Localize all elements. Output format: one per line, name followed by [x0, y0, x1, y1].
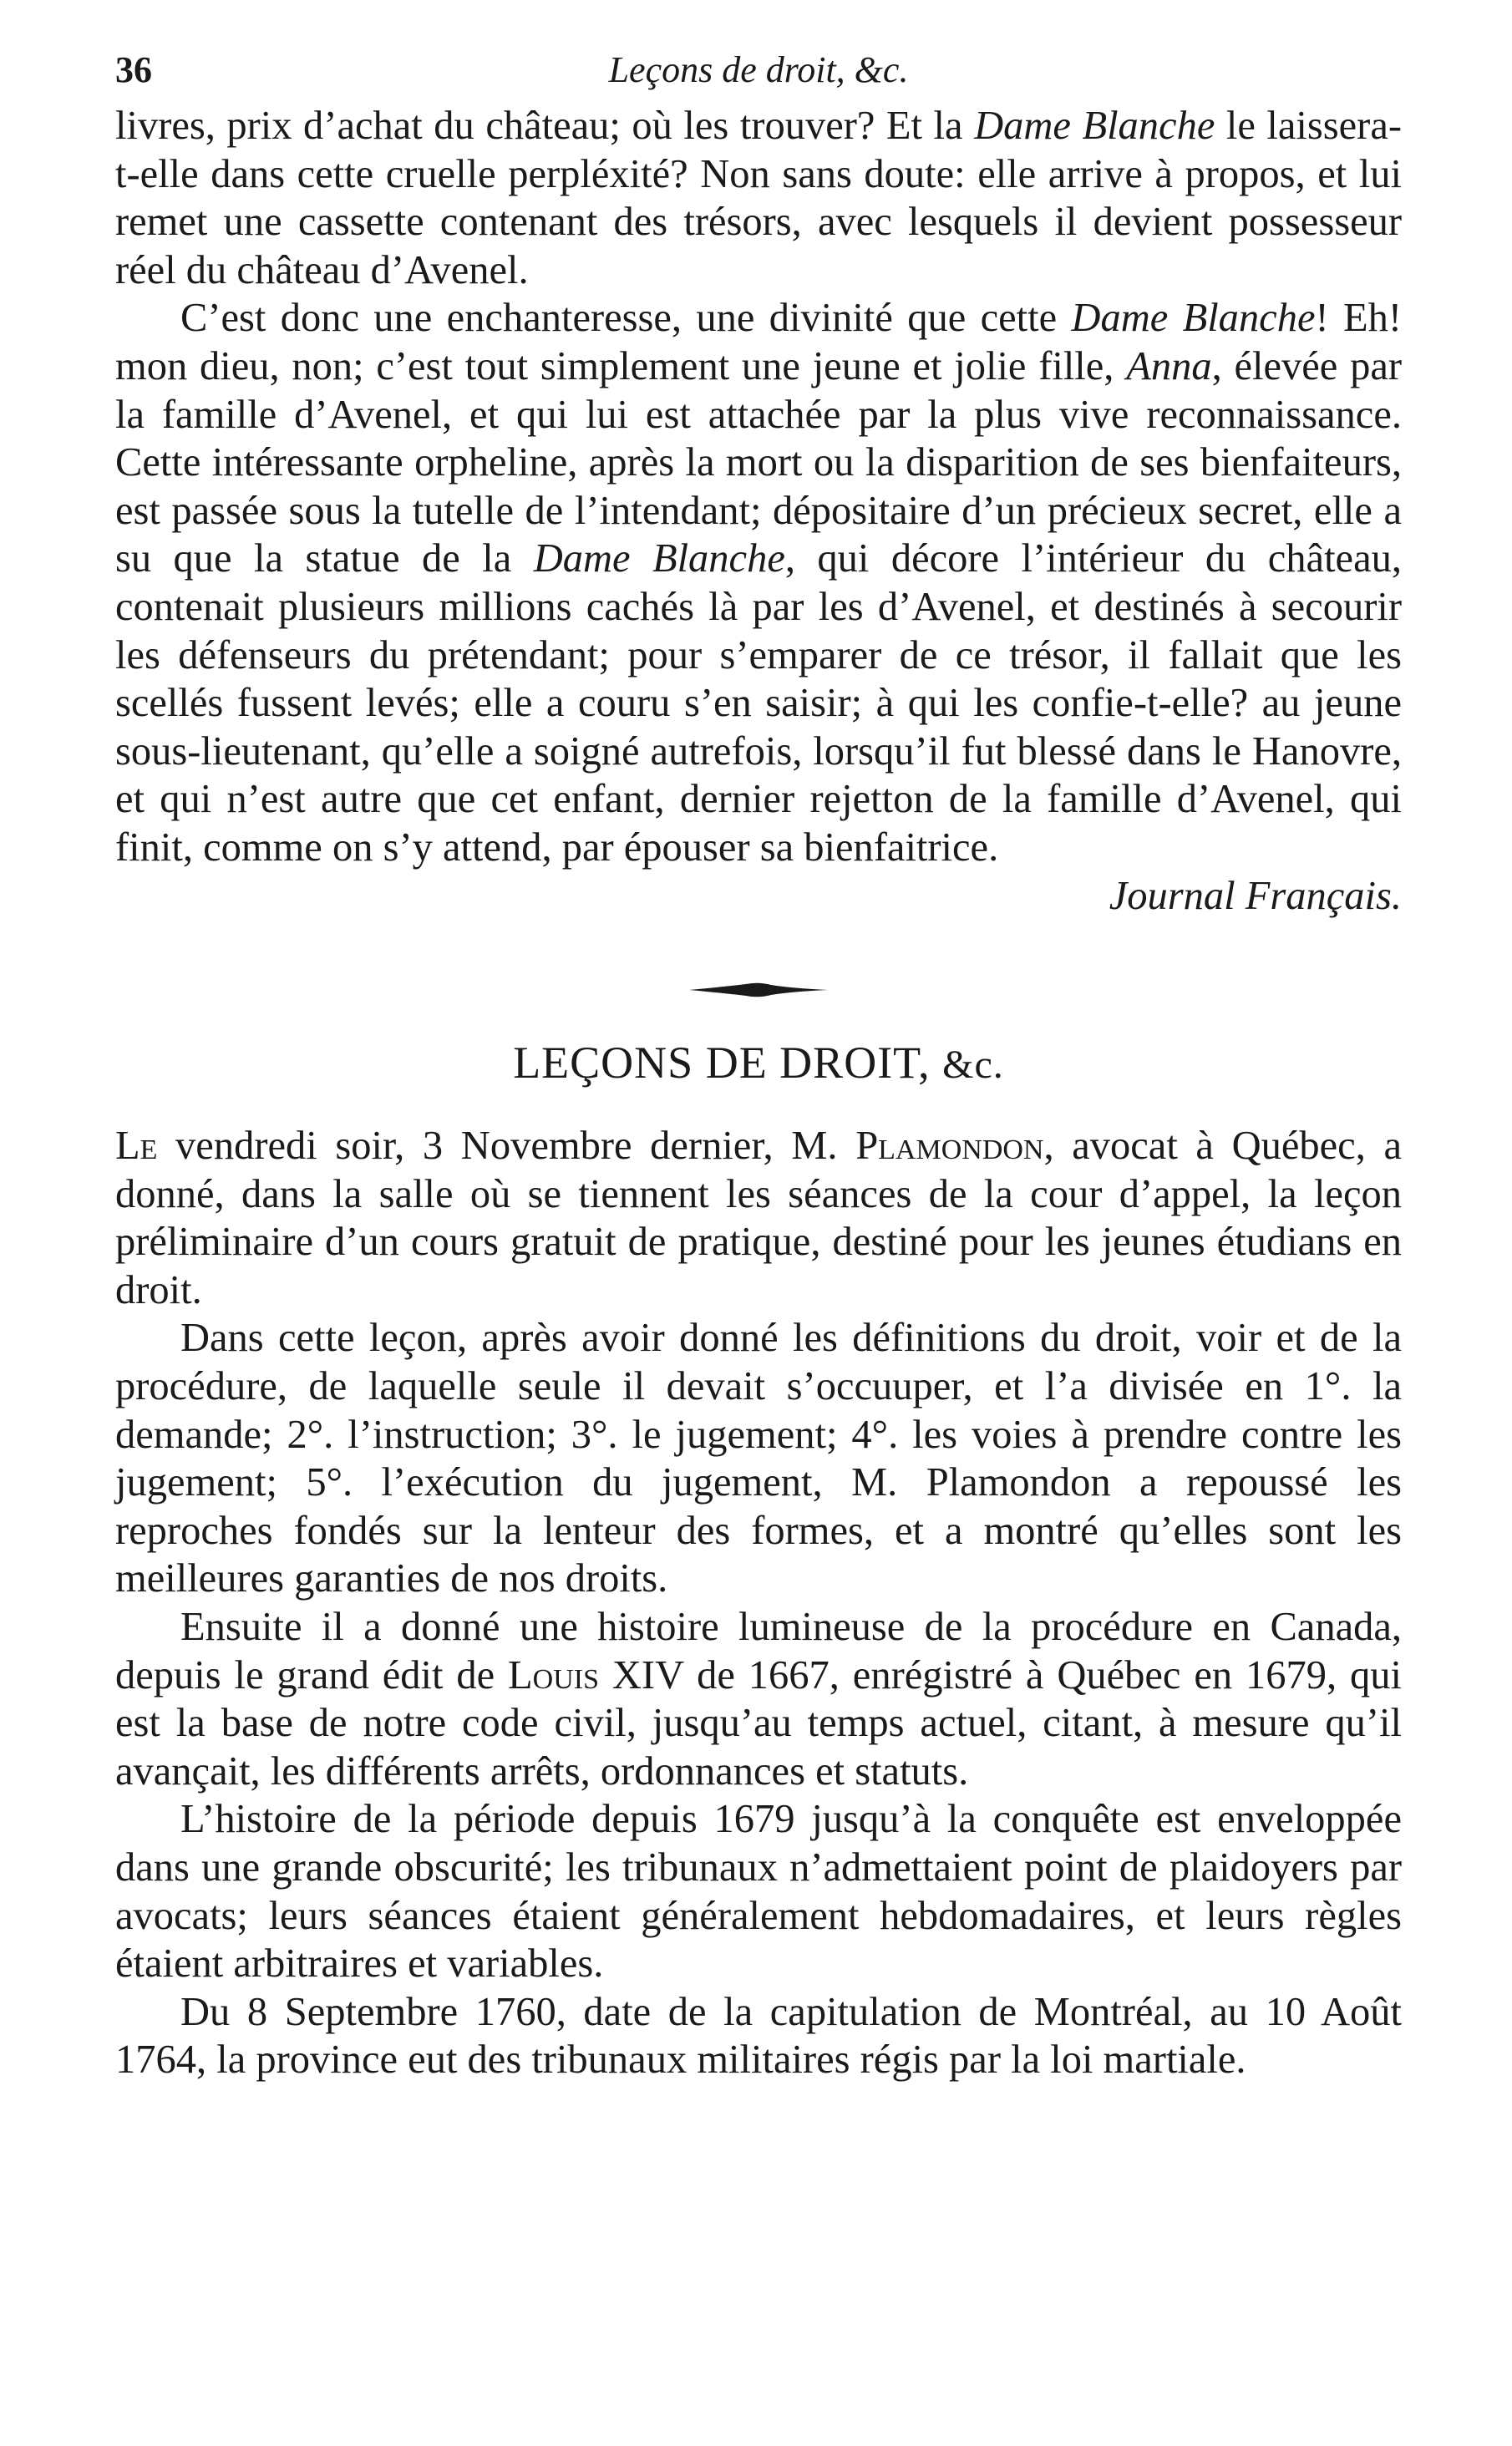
running-title: Leçons de droit, &c. [608, 49, 909, 90]
italic-name-anna: Anna [1126, 343, 1212, 388]
divider-ornament-icon [688, 980, 830, 1000]
lecons-paragraph-4: L’histoire de la période depuis 1679 jusqu’à la conquête est enveloppée dans une grande obscurité; les tribunaux n’admettaient point de plaidoyers par avocats; leurs séances étaient généralement hebdomadaires, et leurs règles étaient arbitraires et variables. [115, 1797, 1402, 1987]
text-run: , avocat à Québec, a donné, dans la salle où se tiennent les séances de la cour d’appel, la leçon préliminaire d’un cours gratuit de pratique, destiné pour les jeunes étudians en droit. [115, 1124, 1402, 1312]
section-title-text: LEÇONS DE DROIT, [513, 1038, 931, 1089]
text-run: XIV de 1667, enrégistré à Québec en 1679, qui est la base de notre code civil, jusqu’au temps actuel, citant, à mesure qu’il avançait, les différents arrêts, ordonnances et statuts. [115, 1652, 1402, 1794]
small-caps-name-plamondon: Plamondon [855, 1124, 1044, 1169]
book-page [115, 33, 1402, 2084]
lecons-paragraph-3 [115, 1603, 1402, 1795]
article-lecons-de-droit [115, 1122, 1402, 2084]
article-review [115, 102, 1402, 920]
section-divider-ornament [115, 980, 1402, 1000]
lecons-paragraph-2: Dans cette leçon, après avoir donné les définitions du droit, voir et de la procédure, de laquelle seule il devait s’occuuper, et l’a divisée en 1°. la demande; 2°. l’instruction; 3°. le jugement; 4°. les voies à prendre contre les jugement; 5°. l’exécution du jugement, M. Plamondon a repoussé les reproches fondés sur la lenteur des formes, et a montré qu’elles sont les meilleures garanties de nos droits. [115, 1316, 1402, 1601]
italic-title-dame-blanche: Dame Blanche [1071, 296, 1316, 341]
page-number: 36 [115, 49, 152, 90]
review-paragraph-2 [115, 294, 1402, 871]
section-title [115, 1037, 1402, 1089]
section-title-etc: &c. [942, 1043, 1004, 1088]
italic-title-dame-blanche: Dame Blanche [974, 104, 1215, 148]
text-run: , élevée par la famille d’Avenel, et qui lui est attachée par la plus vive reconnaissance. Cette intéressante orpheline, après la mort ou la disparition de ses bienfaiteurs, est passée sous la tutelle de l’intendant; dépositaire d’un précieux secret, elle a su que la statue de la [115, 343, 1402, 581]
page-header [115, 33, 1402, 102]
text-run: Ensuite il a donné une histoire lumineuse de la procédure en Canada, depuis le grand édit de [115, 1605, 1402, 1697]
text-run: ! Eh! mon dieu, non; c’est tout simplement une jeune et jolie fille, [115, 296, 1402, 388]
lecons-paragraph-1 [115, 1122, 1402, 1314]
review-paragraph-1 [115, 102, 1402, 294]
source-attribution: Journal Français. [1109, 873, 1402, 918]
text-run: le laissera-t-elle dans cette cruelle perpléxité? Non sans doute: elle arrive à propos, et lui remet une cassette contenant des trésors, avec lesquels il devient possesseur réel du château d’Avenel. [115, 104, 1402, 292]
small-caps-opening-word: Le [115, 1124, 158, 1169]
lecons-paragraph-5: Du 8 Septembre 1760, date de la capitulation de Montréal, au 10 Août 1764, la province eut des tribunaux militaires régis par la loi martiale. [115, 1989, 1402, 2083]
text-run: livres, prix d’achat du château; où les trouver? Et la [115, 104, 975, 148]
small-caps-name-louis: Louis [508, 1652, 599, 1697]
text-run: vendredi soir, 3 Novembre dernier, M. [157, 1124, 856, 1169]
text-run: , qui décore l’intérieur du château, contenait plusieurs millions cachés là par les d’Avenel, et destinés à secourir les défenseurs du prétendant; pour s’emparer de ce trésor, il fallait que les scellés fussent levés; elle a couru s’en saisir; à qui les confie-t-elle? au jeune sous-lieutenant, qu’elle a soigné autrefois, lorsqu’il fut blessé dans le Hanovre, et qui n’est autre que cet enfant, dernier rejetton de la famille d’Avenel, qui finit, comme on s’y attend, par épouser sa bienfaitrice. [115, 536, 1402, 870]
italic-title-dame-blanche: Dame Blanche [533, 536, 785, 581]
text-run: C’est donc une enchanteresse, une divinité que cette [180, 296, 1072, 341]
